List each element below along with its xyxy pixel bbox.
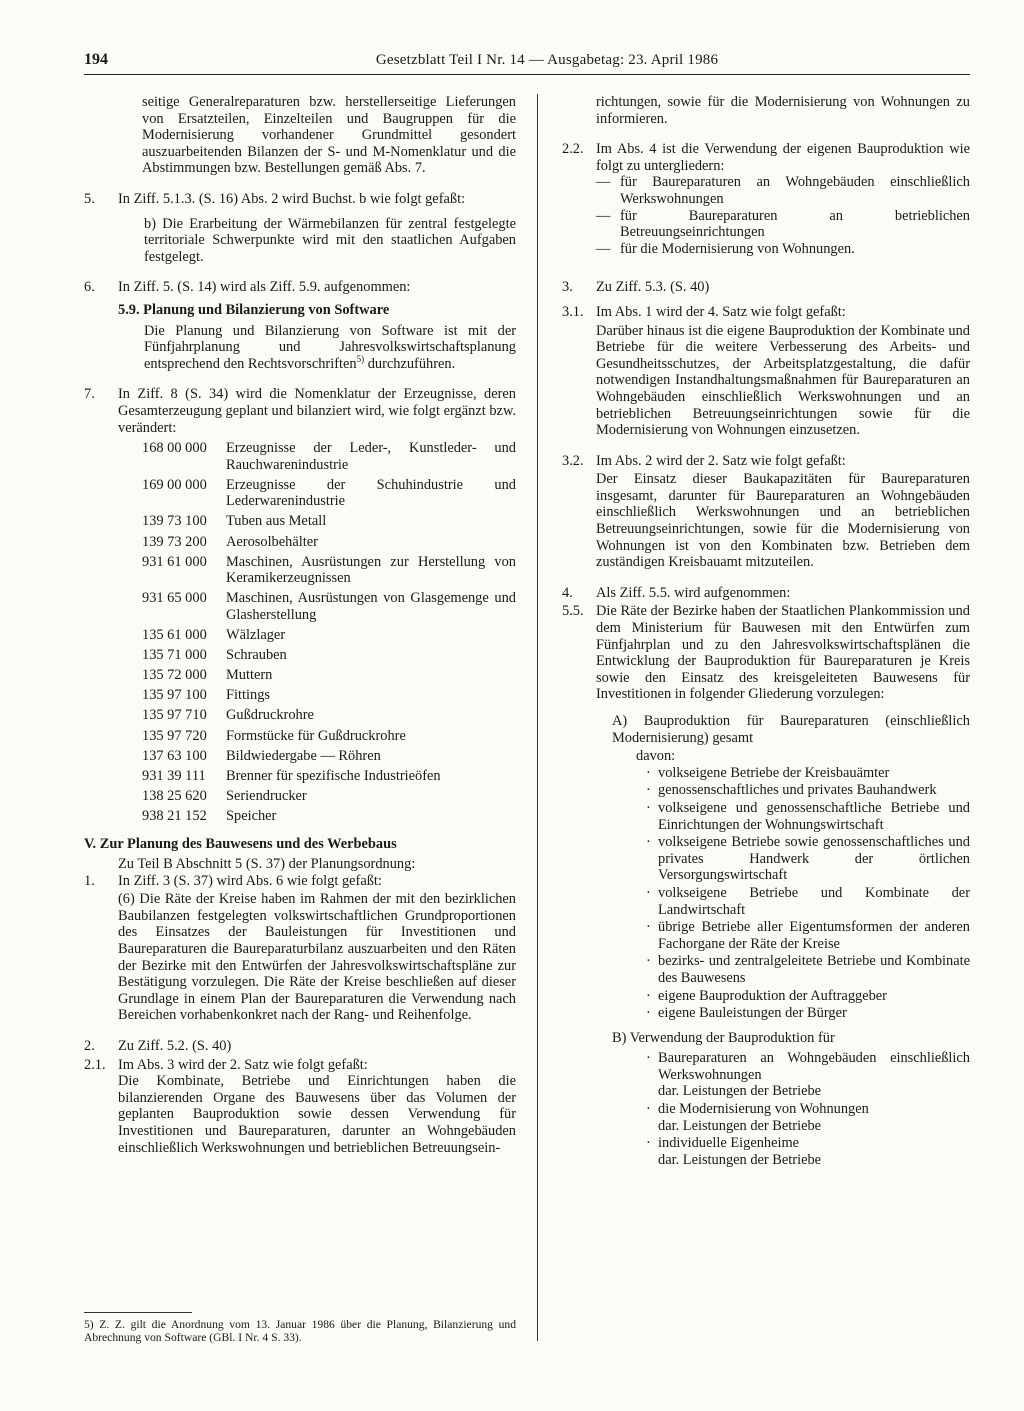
item-text: Zu Ziff. 5.3. (S. 40) — [596, 279, 710, 296]
dash-item-text: für die Modernisierung von Wohnungen. — [620, 240, 855, 257]
group-a-label: A) Bauproduktion für Baureparaturen (einschließlich Modernisierung) gesamt — [612, 713, 970, 746]
nomenclature-row — [142, 808, 516, 825]
nomenclature-name: Gußdruckrohre — [226, 707, 314, 724]
list-item-text: eigene Bauleistungen der Bürger — [658, 1005, 847, 1022]
running-head: Gesetzblatt Teil I Nr. 14 — Ausgabetag: 23. April 1986 — [375, 52, 719, 68]
column-divider — [537, 94, 538, 1341]
item-6 — [84, 279, 516, 372]
group-b-list — [596, 1050, 970, 1168]
item-number: 2.1. — [84, 1056, 106, 1073]
item-text: In Ziff. 8 (S. 34) wird die Nomenklatur der Erzeugnisse, deren Gesamterzeugung geplant und bilanziert wird, wie folgt ergänzt bzw. verändert: — [118, 386, 516, 436]
bullet-marker: · — [646, 953, 651, 970]
item-3-2 — [562, 453, 970, 571]
list-item-text: eigene Bauproduktion der Auftraggeber — [658, 987, 887, 1004]
item-body-text: Die Planung und Bilanzierung von Software ist mit der Fünfjahrplanung und Jahresvolkswirtschaftsplanung entsprechend den Rechtsvorschriften — [144, 322, 516, 372]
section-intro: Zu Teil B Abschnitt 5 (S. 37) der Planungsordnung: — [118, 856, 416, 873]
list-item-content — [658, 1050, 970, 1100]
list-item — [646, 834, 970, 884]
nomenclature-list — [84, 440, 516, 824]
list-item — [646, 919, 970, 952]
nomenclature-code: 931 65 000 — [142, 590, 207, 607]
bullet-marker: · — [646, 799, 651, 816]
nomenclature-row — [142, 687, 516, 704]
nomenclature-name: Wälzlager — [226, 627, 286, 644]
item-text: In Ziff. 5. (S. 14) wird als Ziff. 5.9. aufgenommen: — [118, 279, 411, 296]
dash-list-item — [596, 241, 970, 258]
list-item — [646, 988, 970, 1005]
nomenclature-row — [142, 748, 516, 765]
nomenclature-code: 135 71 000 — [142, 647, 207, 664]
nomenclature-code: 135 97 710 — [142, 707, 207, 724]
dash-item-text: für Baureparaturen an Wohngebäuden einschließlich Werkswohnungen — [620, 174, 970, 207]
nomenclature-name: Speicher — [226, 807, 277, 824]
item-heading: 5.9. Planung und Bilanzierung von Software — [118, 301, 390, 318]
item-3-1 — [562, 304, 970, 439]
header-rule — [84, 74, 970, 75]
nomenclature-code: 931 61 000 — [142, 553, 207, 570]
group-b-label: B) Verwendung der Bauproduktion für — [612, 1029, 835, 1046]
item-body: Die Räte der Bezirke haben der Staatlichen Plankommission und dem Ministerium für Bauwesen mit den Entwürfen zum Fünfjahrplan und zu den Jahresvolkswirtschaftsplänen die Entwicklung der Bauproduktion für Baureparaturen je Kreis sowie den Einsatz des kreisgeleiteten Bauwesens für Investitionen in folgender Gliederung vorzulegen: — [596, 603, 970, 703]
bullet-marker: · — [646, 782, 651, 799]
bullet-marker: · — [646, 1135, 651, 1152]
list-item-text: volkseigene und genossenschaftliche Betriebe und Einrichtungen der Wohnungswirtschaft — [658, 799, 970, 833]
nomenclature-row — [142, 707, 516, 724]
item-2-2 — [562, 141, 970, 257]
item-5-5 — [562, 603, 970, 1169]
nomenclature-name: Aerosolbehälter — [226, 533, 318, 550]
nomenclature-row — [142, 477, 516, 510]
nomenclature-name: Seriendrucker — [226, 787, 307, 804]
list-item-text: individuelle Eigenheime — [658, 1135, 800, 1152]
nomenclature-name: Brenner für spezifische Industrieöfen — [226, 767, 441, 784]
dash-marker: — — [596, 207, 611, 224]
item-3 — [562, 279, 970, 296]
item-number: 2. — [84, 1038, 95, 1054]
nomenclature-row — [142, 513, 516, 530]
dash-marker: — — [596, 174, 611, 191]
nomenclature-code: 139 73 200 — [142, 533, 207, 550]
list-item-text: volkseigene Betriebe sowie genossenschaftliches und privates Handwerk der örtlichen Versorgungswirtschaft — [658, 834, 970, 884]
list-item — [646, 765, 970, 782]
item-7 — [84, 386, 516, 436]
davon-label: davon: — [636, 748, 676, 765]
nomenclature-code: 137 63 100 — [142, 747, 207, 764]
list-item-subtext: dar. Leistungen der Betriebe — [658, 1117, 822, 1134]
nomenclature-name: Fittings — [226, 687, 270, 704]
nomenclature-name: Tuben aus Metall — [226, 513, 327, 530]
nomenclature-name: Erzeugnisse der Leder-, Kunstleder- und Rauchwarenindustrie — [226, 440, 516, 473]
nomenclature-row — [142, 534, 516, 551]
item-text: Im Abs. 2 wird der 2. Satz wie folgt gefaßt: — [596, 452, 846, 469]
item-v1 — [84, 873, 516, 1024]
item-text: In Ziff. 3 (S. 37) wird Abs. 6 wie folgt gefaßt: — [118, 872, 382, 889]
list-item — [646, 953, 970, 986]
bullet-marker: · — [646, 884, 651, 901]
section-heading: V. Zur Planung des Bauwesens und des Werbebaus — [84, 836, 397, 853]
list-item — [646, 800, 970, 833]
list-item-subtext: dar. Leistungen der Betriebe — [658, 1151, 822, 1168]
list-item — [646, 1050, 970, 1100]
right-column — [562, 94, 970, 1169]
item-text: Im Abs. 3 wird der 2. Satz wie folgt gefaßt: — [118, 1056, 368, 1073]
dash-item-text: für Baureparaturen an betrieblichen Betreuungseinrichtungen — [620, 207, 970, 241]
bullet-marker: · — [646, 1005, 651, 1022]
list-item-text: volkseigene Betriebe und Kombinate der Landwirtschaft — [658, 884, 970, 918]
continued-paragraph: seitige Generalreparaturen bzw. herstellerseitige Lieferungen von Ersatzteilen, Einzelteilen und Baugruppen für die Modernisierung vorhandener Grundmittel gesondert auszuarbeitenden Bilanzen der S- und M-Nomenklatur und die Abstimmungen bzw. Bestellungen gemäß Abs. 7. — [142, 94, 516, 177]
nomenclature-name: Maschinen, Ausrüstungen zur Herstellung von Keramikerzeugnissen — [226, 553, 516, 587]
item-number: 4. — [562, 584, 573, 601]
item-4 — [562, 585, 970, 602]
nomenclature-code: 169 00 000 — [142, 476, 207, 493]
bullet-marker: · — [646, 1101, 651, 1118]
nomenclature-name: Formstücke für Gußdruckrohre — [226, 727, 406, 744]
item-v21 — [84, 1057, 516, 1157]
nomenclature-code: 938 21 152 — [142, 807, 207, 824]
footnote-ref: 5) — [356, 353, 365, 364]
item-text: Im Abs. 4 ist die Verwendung der eigenen Bauproduktion wie folgt zu untergliedern: — [596, 141, 970, 174]
nomenclature-name: Bildwiedergabe — Röhren — [226, 747, 381, 764]
item-number: 1. — [84, 872, 95, 889]
left-column — [84, 94, 516, 1156]
bullet-marker: · — [646, 987, 651, 1004]
list-item-text: volkseigene Betriebe der Kreisbauämter — [658, 764, 890, 781]
dash-list-item — [596, 174, 970, 207]
nomenclature-row — [142, 590, 516, 623]
nomenclature-code: 168 00 000 — [142, 440, 207, 457]
item-text: Zu Ziff. 5.2. (S. 40) — [118, 1038, 232, 1054]
nomenclature-row — [142, 788, 516, 805]
item-text: Im Abs. 1 wird der 4. Satz wie folgt gefaßt: — [596, 303, 846, 320]
nomenclature-code: 135 97 720 — [142, 727, 207, 744]
item-text: Als Ziff. 5.5. wird aufgenommen: — [596, 584, 791, 601]
nomenclature-row — [142, 647, 516, 664]
bullet-marker: · — [646, 919, 651, 936]
item-body — [118, 323, 516, 373]
list-item — [646, 1101, 970, 1134]
nomenclature-code: 138 25 620 — [142, 787, 207, 804]
nomenclature-row — [142, 728, 516, 745]
nomenclature-row — [142, 768, 516, 785]
dash-marker: — — [596, 240, 611, 257]
list-item-text: Baureparaturen an Wohngebäuden einschließlich Werkswohnungen — [658, 1050, 970, 1083]
list-item-subtext: dar. Leistungen der Betriebe — [658, 1083, 822, 1100]
nomenclature-row — [142, 440, 516, 473]
list-item-content — [658, 1101, 869, 1134]
continued-paragraph: richtungen, sowie für die Modernisierung von Wohnungen zu informieren. — [596, 94, 970, 127]
item-number: 6. — [84, 279, 95, 296]
item-body: (6) Die Räte der Kreise haben im Rahmen der mit den bezirklichen Baubilanzen festgelegten volkswirtschaftlichen Grundproportionen des Einsatzes der Bauleistungen für Investitionen und Baureparaturen die Baureparaturbilanz auszuarbeiten und den Räten der Bezirke mit den Entwürfen der Jahresvolkswirtschaftspläne zur Bestätigung vorzulegen. Die Räte der Kreise beschließen auf dieser Grundlage in einem Plan der Baureparaturen die Verwendung nach Bereichen vorhabenkonkret nach der Rang- und Reihenfolge. — [118, 891, 516, 1024]
nomenclature-code: 931 39 111 — [142, 767, 206, 784]
item-number: 2.2. — [562, 141, 584, 158]
item-body: Darüber hinaus ist die eigene Bauproduktion der Kombinate und Betriebe für die weitere Verbesserung des Arbeits- und Gesundheitsschutzes, der Arbeitsplatzgestaltung, die dafür notwendigen Instandhaltungsmaßnahmen für Baureparaturen an Wohngebäuden einschließlich Werkswohnungen und an betrieblichen Betreuungseinrichtungen sowie für die Modernisierung von Wohnungen einzusetzen. — [596, 322, 970, 439]
dash-list — [596, 174, 970, 257]
footnote-rule — [84, 1312, 192, 1313]
nomenclature-row — [142, 554, 516, 587]
group-a-list — [596, 765, 970, 1022]
bullet-marker: · — [646, 764, 651, 781]
item-number: 5. — [84, 190, 95, 207]
bullet-marker: · — [646, 834, 651, 851]
nomenclature-row — [142, 667, 516, 684]
item-v2 — [84, 1038, 516, 1055]
nomenclature-name: Maschinen, Ausrüstungen von Glasgemenge und Glasherstellung — [226, 590, 516, 623]
item-number: 3.1. — [562, 303, 584, 320]
nomenclature-code: 135 97 100 — [142, 687, 207, 704]
nomenclature-code: 135 72 000 — [142, 667, 207, 684]
list-item — [646, 1135, 970, 1168]
list-item — [646, 782, 970, 799]
nomenclature-row — [142, 627, 516, 644]
nomenclature-name: Schrauben — [226, 647, 287, 664]
nomenclature-code: 135 61 000 — [142, 627, 207, 644]
footnote: 5) Z. Z. gilt die Anordnung vom 13. Januar 1986 über die Planung, Bilanzierung und Abrechnung von Software (GBl. I Nr. 4 S. 33). — [84, 1318, 516, 1344]
item-number: 3. — [562, 279, 573, 296]
list-item — [646, 885, 970, 918]
list-item-content — [658, 1135, 821, 1168]
list-item — [646, 1005, 970, 1022]
dash-list-item — [596, 208, 970, 241]
item-text: In Ziff. 5.1.3. (S. 16) Abs. 2 wird Buchst. b wie folgt gefaßt: — [118, 190, 466, 207]
item-sub-b: b) Die Erarbeitung der Wärmebilanzen für zentral festgelegte territoriale Schwerpunkte wird mit den staatlichen Aufgaben festgelegt. — [144, 215, 516, 265]
item-body-tail: durchzuführen. — [364, 355, 456, 372]
nomenclature-name: Muttern — [226, 667, 273, 684]
item-5 — [84, 191, 516, 265]
item-body: Die Kombinate, Betriebe und Einrichtungen haben die bilanzierenden Organe des Bauwesens über das Volumen der geplanten Bauproduktion sowie dessen Verwendung für Investitionen und Baureparaturen, darunter an Wohngebäuden einschließlich Werkswohnungen und betrieblichen Betreuungsein- — [118, 1073, 516, 1156]
item-body: Der Einsatz dieser Baukapazitäten für Baureparaturen insgesamt, darunter für Baureparaturen an Wohngebäuden einschließlich Werkswohnungen und an betrieblichen Betreuungseinrichtungen, sowie für die Modernisierung von Wohnungen ist von den Kombinaten bzw. Betrieben dem zuständigen Kreisbauamt mitzuteilen. — [596, 471, 970, 571]
list-item-text: bezirks- und zentralgeleitete Betriebe und Kombinate des Bauwesens — [658, 953, 970, 986]
list-item-text: übrige Betriebe aller Eigentumsformen der anderen Fachorgane der Räte der Kreise — [658, 919, 970, 952]
nomenclature-name: Erzeugnisse der Schuhindustrie und Lederwarenindustrie — [226, 476, 516, 510]
list-item-text: die Modernisierung von Wohnungen — [658, 1101, 869, 1118]
item-number: 5.5. — [562, 603, 584, 620]
bullet-marker: · — [646, 1050, 651, 1067]
page-header — [84, 52, 970, 72]
list-item-text: genossenschaftliches und privates Bauhandwerk — [658, 782, 937, 799]
item-number: 3.2. — [562, 452, 584, 469]
nomenclature-code: 139 73 100 — [142, 513, 207, 530]
page-number: 194 — [84, 51, 108, 68]
item-number: 7. — [84, 386, 95, 403]
